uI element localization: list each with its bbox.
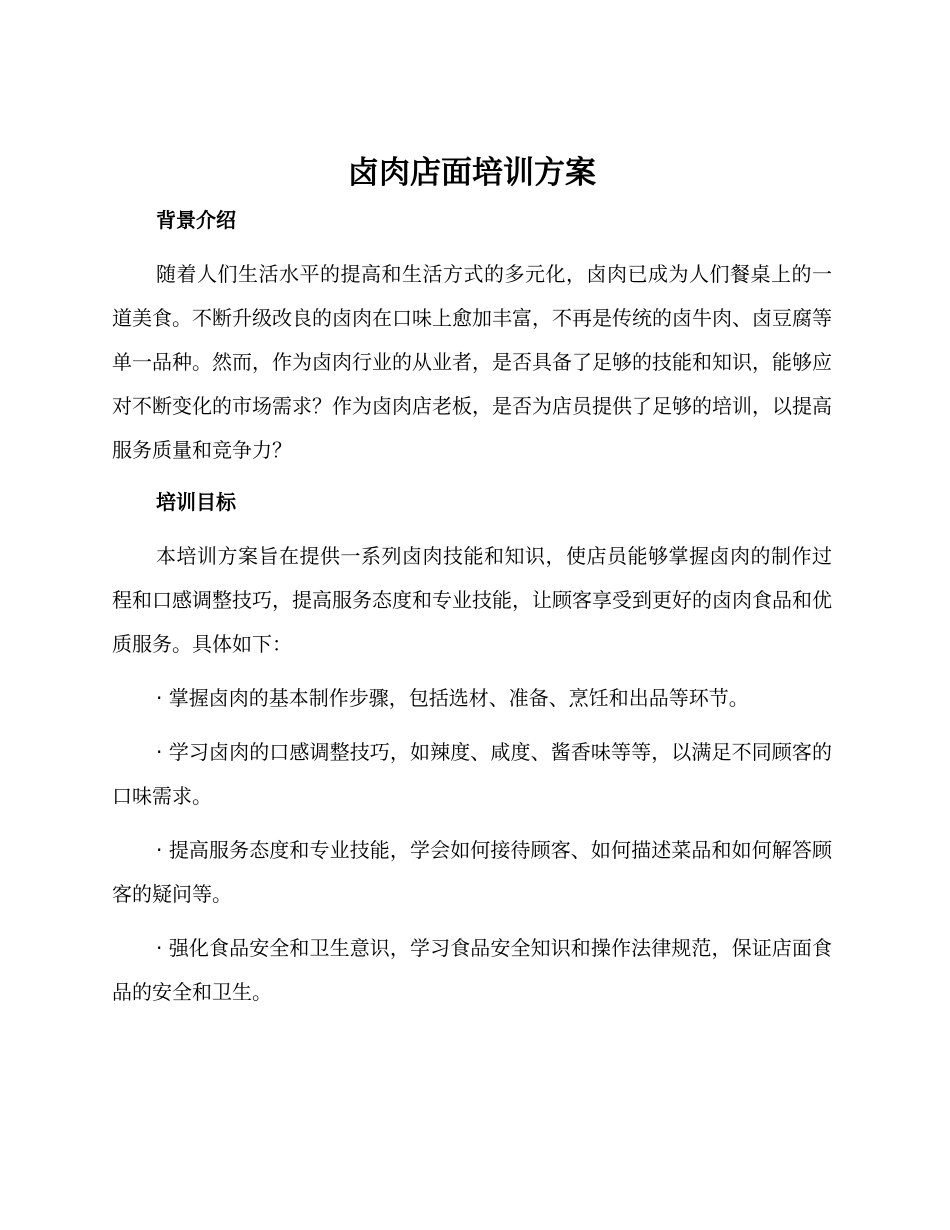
goal-item-basic-steps: · 掌握卤肉的基本制作步骤，包括选材、准备、烹饪和出品等环节。 [156, 686, 749, 710]
training-goals-paragraph: 本培训方案旨在提供一系列卤肉技能和知识，使店员能够掌握卤肉的制作过程和口感调整技巧，提高服务态度和专业技能，让顾客享受到更好的卤肉食品和优质服务。具体如下： [112, 544, 832, 656]
document-title: 卤肉店面培训方案 [348, 155, 596, 191]
section-training-goals [112, 482, 832, 1014]
goal-item-service-skills: · 提高服务态度和专业技能，学会如何接待顾客、如何描述菜品和如何解答顾客的疑问等。 [112, 838, 832, 906]
goal-item-food-safety: · 强化食品安全和卫生意识，学习食品安全知识和操作法律规范，保证店面食品的安全和卫生。 [112, 936, 832, 1004]
background-paragraph: 随着人们生活水平的提高和生活方式的多元化，卤肉已成为人们餐桌上的一道美食。不断升级改良的卤肉在口味上愈加丰富，不再是传统的卤牛肉、卤豆腐等单一品种。然而，作为卤肉行业的从业者，是否具备了足够的技能和知识，能够应对不断变化的市场需求？作为卤肉店老板，是否为店员提供了足够的培训，以提高服务质量和竞争力？ [112, 262, 832, 462]
section-background [112, 200, 832, 472]
document-body [112, 148, 832, 1024]
goal-item-taste-adjustment: · 学习卤肉的口感调整技巧，如辣度、咸度、酱香味等等，以满足不同顾客的口味需求。 [112, 740, 832, 808]
section-heading-background: 背景介绍 [156, 208, 236, 232]
section-heading-training-goals: 培训目标 [156, 490, 236, 514]
